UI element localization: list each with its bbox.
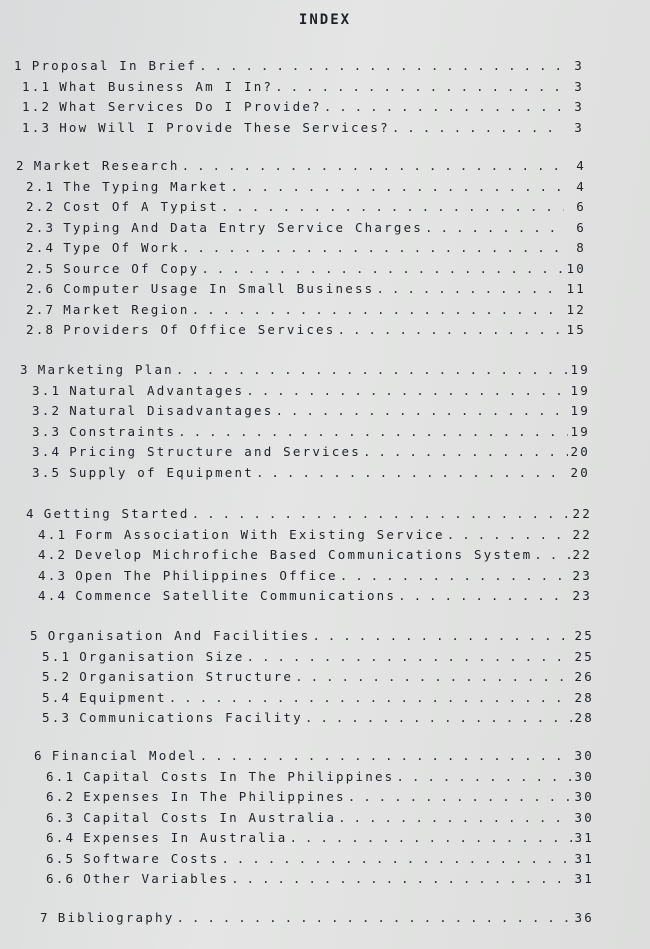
page-number: 30 xyxy=(574,768,594,784)
toc-section xyxy=(16,158,586,343)
page-number: 26 xyxy=(574,669,594,684)
entry-number: 5.1 xyxy=(42,648,72,664)
dot-leader xyxy=(340,568,570,583)
entry-title: Software Costs xyxy=(83,850,220,866)
section-heading xyxy=(40,910,594,931)
subsection-entry xyxy=(32,403,590,424)
entry-title: Organisation Size xyxy=(79,648,245,664)
entry-number: 6.3 xyxy=(46,809,76,825)
page-number: 6 xyxy=(576,219,586,235)
page-number: 25 xyxy=(574,628,594,643)
subsection-entry xyxy=(32,465,590,486)
entry-title: Getting Started xyxy=(43,506,190,521)
entry-number: 6.2 xyxy=(46,789,76,804)
entry-number: 6.4 xyxy=(46,830,76,845)
dot-leader xyxy=(192,506,570,521)
dot-leader xyxy=(182,158,564,173)
dot-leader xyxy=(376,281,564,296)
dot-leader xyxy=(256,465,568,480)
dot-leader xyxy=(231,871,572,886)
entry-title: Constraints xyxy=(69,423,177,439)
dot-leader xyxy=(312,628,572,643)
page-number: 3 xyxy=(574,78,584,94)
page-number: 3 xyxy=(574,119,584,135)
page-number: 30 xyxy=(574,789,594,804)
entry-number: 2.2 xyxy=(26,199,56,214)
entry-title: Marketing Plan xyxy=(37,362,174,377)
page-number: 12 xyxy=(566,301,586,317)
toc-section xyxy=(30,628,594,731)
dot-leader xyxy=(425,220,564,235)
entry-number: 5.3 xyxy=(42,710,72,725)
page-number: 19 xyxy=(570,382,590,398)
page-number: 22 xyxy=(572,547,592,562)
dot-leader xyxy=(178,424,568,439)
page-number: 23 xyxy=(572,567,592,583)
page-number: 11 xyxy=(566,281,586,296)
entry-title: What Business Am I In? xyxy=(59,78,274,94)
entry-title: Market Region xyxy=(63,301,190,317)
dot-leader xyxy=(289,830,572,845)
subsection-entry xyxy=(42,690,594,711)
dot-leader xyxy=(295,669,572,684)
subsection-entry xyxy=(46,769,594,790)
page-number: 31 xyxy=(574,850,594,866)
entry-title: Open The Philippines Office xyxy=(75,567,338,583)
subsection-entry xyxy=(22,99,584,120)
subsection-entry xyxy=(42,649,594,670)
dot-leader xyxy=(398,588,570,603)
entry-title: How Will I Provide These Services? xyxy=(59,119,390,135)
entry-title: Equipment xyxy=(79,689,167,705)
entry-title: Organisation Structure xyxy=(79,669,294,684)
page-number: 31 xyxy=(574,871,594,886)
entry-number: 2.1 xyxy=(26,178,56,194)
page-number: 28 xyxy=(574,689,594,705)
entry-title: Providers Of Office Services xyxy=(63,322,336,337)
dot-leader xyxy=(392,120,562,135)
subsection-entry xyxy=(26,322,586,343)
dot-leader xyxy=(247,649,572,664)
entry-number: 1 xyxy=(14,58,24,73)
entry-number: 5.4 xyxy=(42,689,72,705)
entry-title: Capital Costs In The Philippines xyxy=(83,768,395,784)
subsection-entry xyxy=(46,851,594,872)
page-number: 25 xyxy=(574,648,594,664)
entry-title: Commence Satellite Communications xyxy=(75,588,397,603)
dot-leader xyxy=(534,547,570,562)
page-number: 20 xyxy=(570,444,590,459)
page-number: 30 xyxy=(574,748,594,763)
page-number: 15 xyxy=(566,322,586,337)
subsection-entry xyxy=(38,588,592,609)
subsection-entry xyxy=(26,179,586,200)
page-number: 22 xyxy=(572,526,592,542)
page-number: 22 xyxy=(572,506,592,521)
entry-number: 2 xyxy=(16,158,26,173)
section-heading xyxy=(20,362,590,383)
page-number: 30 xyxy=(574,809,594,825)
entry-title: Bibliography xyxy=(57,910,175,925)
entry-title: Expenses In Australia xyxy=(83,830,288,845)
dot-leader xyxy=(200,748,572,763)
page-number: 23 xyxy=(572,588,592,603)
page-number: 4 xyxy=(576,158,586,173)
subsection-entry xyxy=(26,261,586,282)
subsection-entry xyxy=(26,199,586,220)
page-number: 28 xyxy=(574,710,594,725)
entry-title: Market Research xyxy=(33,158,180,173)
entry-number: 3.5 xyxy=(32,464,62,480)
entry-title: Develop Michrofiche Based Communications System xyxy=(75,547,533,562)
entry-number: 4 xyxy=(26,506,36,521)
entry-number: 6.5 xyxy=(46,850,76,866)
entry-number: 4.2 xyxy=(38,547,68,562)
toc-section xyxy=(20,362,590,485)
dot-leader xyxy=(305,710,572,725)
entry-title: Proposal In Brief xyxy=(31,58,198,73)
entry-title: Computer Usage In Small Business xyxy=(63,281,375,296)
subsection-entry xyxy=(42,710,594,731)
entry-number: 6.1 xyxy=(46,768,76,784)
entry-title: Expenses In The Philippines xyxy=(83,789,346,804)
entry-title: Form Association With Existing Service xyxy=(75,526,445,542)
page-number: 19 xyxy=(570,403,590,418)
entry-title: Natural Advantages xyxy=(69,382,245,398)
entry-title: Natural Disadvantages xyxy=(69,403,274,418)
subsection-entry xyxy=(46,810,594,831)
subsection-entry xyxy=(26,302,586,323)
page-number: 10 xyxy=(566,260,586,276)
dot-leader xyxy=(246,383,568,398)
page-title: INDEX xyxy=(298,12,352,28)
entry-title: Cost Of A Typist xyxy=(63,199,219,214)
dot-leader xyxy=(221,199,564,214)
subsection-entry xyxy=(46,830,594,851)
entry-number: 3.1 xyxy=(32,382,62,398)
toc-section xyxy=(26,506,592,609)
entry-title: Organisation And Facilities xyxy=(47,628,311,643)
dot-leader xyxy=(231,179,564,194)
entry-number: 6 xyxy=(34,748,44,763)
dot-leader xyxy=(199,58,562,73)
section-heading xyxy=(26,506,592,527)
entry-title: Typing And Data Entry Service Charges xyxy=(63,219,424,235)
section-heading xyxy=(16,158,586,179)
subsection-entry xyxy=(32,444,590,465)
entry-title: Communications Facility xyxy=(79,710,303,725)
dot-leader xyxy=(275,403,568,418)
page-number: 20 xyxy=(570,464,590,480)
page-number: 4 xyxy=(576,178,586,194)
page-number: 3 xyxy=(574,58,584,73)
page-number: 6 xyxy=(576,199,586,214)
entry-number: 3.4 xyxy=(32,444,62,459)
dot-leader xyxy=(176,362,568,377)
page-number: 31 xyxy=(574,830,594,845)
entry-number: 1.3 xyxy=(22,119,52,135)
dot-leader xyxy=(447,527,570,542)
entry-number: 4.3 xyxy=(38,567,68,583)
subsection-entry xyxy=(26,281,586,302)
toc-section xyxy=(34,748,594,892)
subsection-entry xyxy=(42,669,594,690)
dot-leader xyxy=(338,810,572,825)
dot-leader xyxy=(338,322,564,337)
subsection-entry xyxy=(22,79,584,100)
entry-number: 1.1 xyxy=(22,78,52,94)
entry-number: 3 xyxy=(20,362,30,377)
entry-number: 7 xyxy=(40,910,50,925)
toc-section xyxy=(14,58,584,140)
subsection-entry xyxy=(38,527,592,548)
entry-number: 4.4 xyxy=(38,588,68,603)
dot-leader xyxy=(348,789,572,804)
page-number: 19 xyxy=(570,362,590,377)
entry-number: 2.6 xyxy=(26,281,56,296)
entry-title: Type Of Work xyxy=(63,240,180,255)
section-heading xyxy=(30,628,594,649)
dot-leader xyxy=(182,240,564,255)
dot-leader xyxy=(169,690,572,705)
entry-number: 1.2 xyxy=(22,99,52,114)
section-heading xyxy=(14,58,584,79)
entry-title: The Typing Market xyxy=(63,178,229,194)
page-number: 19 xyxy=(570,423,590,439)
entry-title: Capital Costs In Australia xyxy=(83,809,337,825)
entry-number: 5 xyxy=(30,628,40,643)
entry-number: 3.2 xyxy=(32,403,62,418)
entry-number: 3.3 xyxy=(32,423,62,439)
entry-number: 2.7 xyxy=(26,301,56,317)
entry-number: 2.5 xyxy=(26,260,56,276)
entry-number: 4.1 xyxy=(38,526,68,542)
subsection-entry xyxy=(46,789,594,810)
subsection-entry xyxy=(22,120,584,141)
dot-leader xyxy=(363,444,568,459)
entry-title: What Services Do I Provide? xyxy=(59,99,322,114)
entry-number: 6.6 xyxy=(46,871,76,886)
dot-leader xyxy=(275,79,562,94)
dot-leader xyxy=(221,851,572,866)
subsection-entry xyxy=(38,547,592,568)
dot-leader xyxy=(396,769,572,784)
entry-title: Pricing Structure and Services xyxy=(69,444,361,459)
entry-number: 2.8 xyxy=(26,322,56,337)
toc-section xyxy=(40,910,594,931)
page-number: 36 xyxy=(574,910,594,925)
entry-title: Other Variables xyxy=(83,871,230,886)
entry-number: 5.2 xyxy=(42,669,72,684)
subsection-entry xyxy=(46,871,594,892)
page-number: 3 xyxy=(574,99,584,114)
dot-leader xyxy=(176,910,572,925)
entry-title: Supply of Equipment xyxy=(69,464,254,480)
dot-leader xyxy=(324,99,562,114)
subsection-entry xyxy=(26,220,586,241)
subsection-entry xyxy=(32,383,590,404)
subsection-entry xyxy=(26,240,586,261)
entry-number: 2.3 xyxy=(26,219,56,235)
dot-leader xyxy=(201,261,564,276)
subsection-entry xyxy=(32,424,590,445)
dot-leader xyxy=(192,302,564,317)
entry-title: Source Of Copy xyxy=(63,260,200,276)
subsection-entry xyxy=(38,568,592,589)
section-heading xyxy=(34,748,594,769)
entry-number: 2.4 xyxy=(26,240,56,255)
page-number: 8 xyxy=(576,240,586,255)
entry-title: Financial Model xyxy=(51,748,198,763)
